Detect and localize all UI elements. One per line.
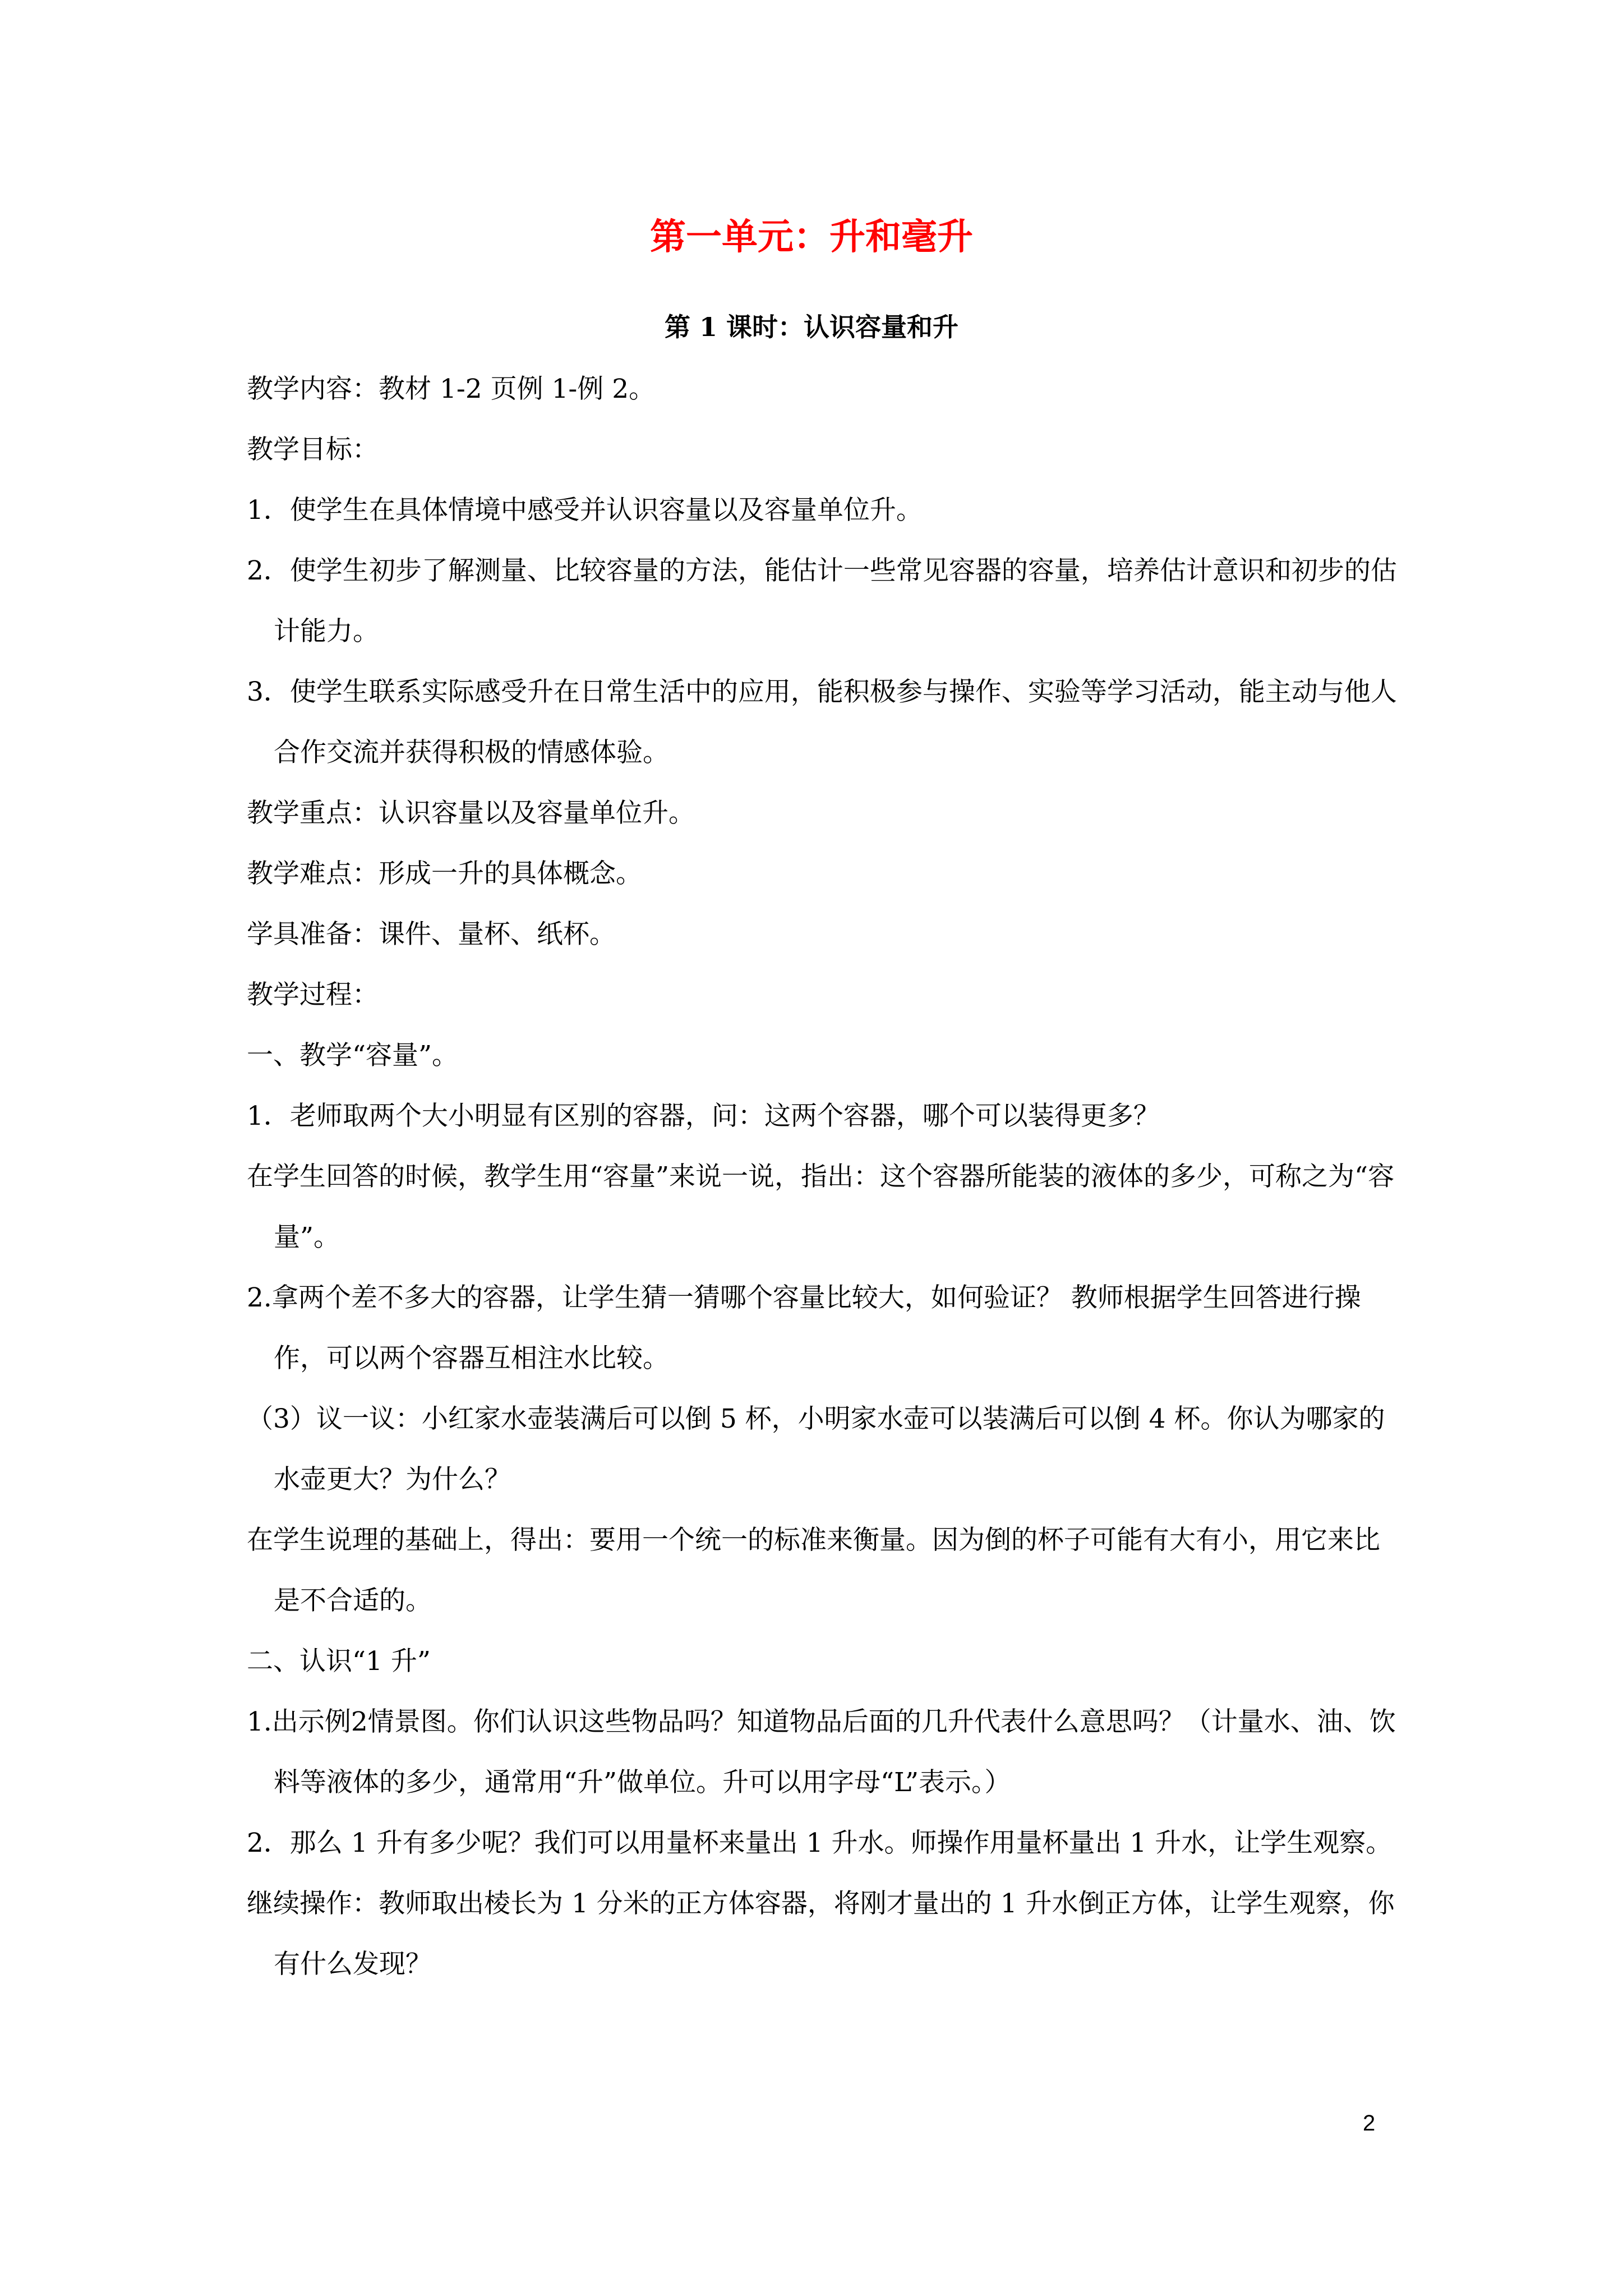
section-heading: 二、认识“1 升” xyxy=(247,1646,431,1677)
paragraph: 在学生回答的时候，教学生用“容量”来说一说，指出：这个容器所能装的液体的多少，可称之为“容量”。 xyxy=(247,1161,1395,1253)
paragraph: 教学内容：教材 1-2 页例 1-例 2。 xyxy=(247,374,656,404)
section-heading: 一、教学“容量”。 xyxy=(247,1040,459,1071)
paragraph: 继续操作：教师取出棱长为 1 分米的正方体容器，将刚才量出的 1 升水倒正方体，让学生观察，你有什么发现？ xyxy=(247,1888,1395,1980)
page-number: 2 xyxy=(1363,2111,1376,2136)
paragraph: 2．使学生初步了解测量、比较容量的方法，能估计一些常见容器的容量，培养估计意识和初步的估计能力。 xyxy=(247,555,1397,647)
document-body xyxy=(247,359,1402,1995)
paragraph: 教学目标： xyxy=(247,434,379,465)
document-title: 第一单元：升和毫升 xyxy=(650,216,973,258)
paragraph: （3）议一议：小红家水壶装满后可以倒 5 杯，小明家水壶可以装满后可以倒 4 杯。你认为哪家的水壶更大？为什么？ xyxy=(247,1404,1385,1495)
paragraph: 1．老师取两个大小明显有区别的容器，问：这两个容器，哪个可以装得更多？ xyxy=(247,1101,1160,1131)
paragraph: 1．使学生在具体情境中感受并认识容量以及容量单位升。 xyxy=(247,495,923,526)
paragraph: 教学重点：认识容量以及容量单位升。 xyxy=(247,798,695,829)
paragraph: 1.出示例2情景图。你们认识这些物品吗？知道物品后面的几升代表什么意思吗？（计量水、油、饮料等液体的多少，通常用“升”做单位。升可以用字母“L”表示。） xyxy=(247,1706,1396,1798)
paragraph: 2．那么 1 升有多少呢？我们可以用量杯来量出 1 升水。师操作用量杯量出 1 升水，让学生观察。 xyxy=(247,1828,1393,1858)
paragraph: 在学生说理的基础上，得出：要用一个统一的标准来衡量。因为倒的杯子可能有大有小，用它来比是不合适的。 xyxy=(247,1525,1380,1616)
lesson-subtitle: 第 1 课时：认识容量和升 xyxy=(664,312,959,342)
paragraph: 教学难点：形成一升的具体概念。 xyxy=(247,858,642,889)
paragraph: 3．使学生联系实际感受升在日常生活中的应用，能积极参与操作、实验等学习活动，能主动与他人合作交流并获得积极的情感体验。 xyxy=(247,677,1397,768)
paragraph: 教学过程： xyxy=(247,979,379,1010)
paragraph: 2.拿两个差不多大的容器，让学生猜一猜哪个容量比较大，如何验证？ 教师根据学生回答进行操作，可以两个容器互相注水比较。 xyxy=(247,1282,1361,1374)
paragraph: 学具准备：课件、量杯、纸杯。 xyxy=(247,919,616,950)
